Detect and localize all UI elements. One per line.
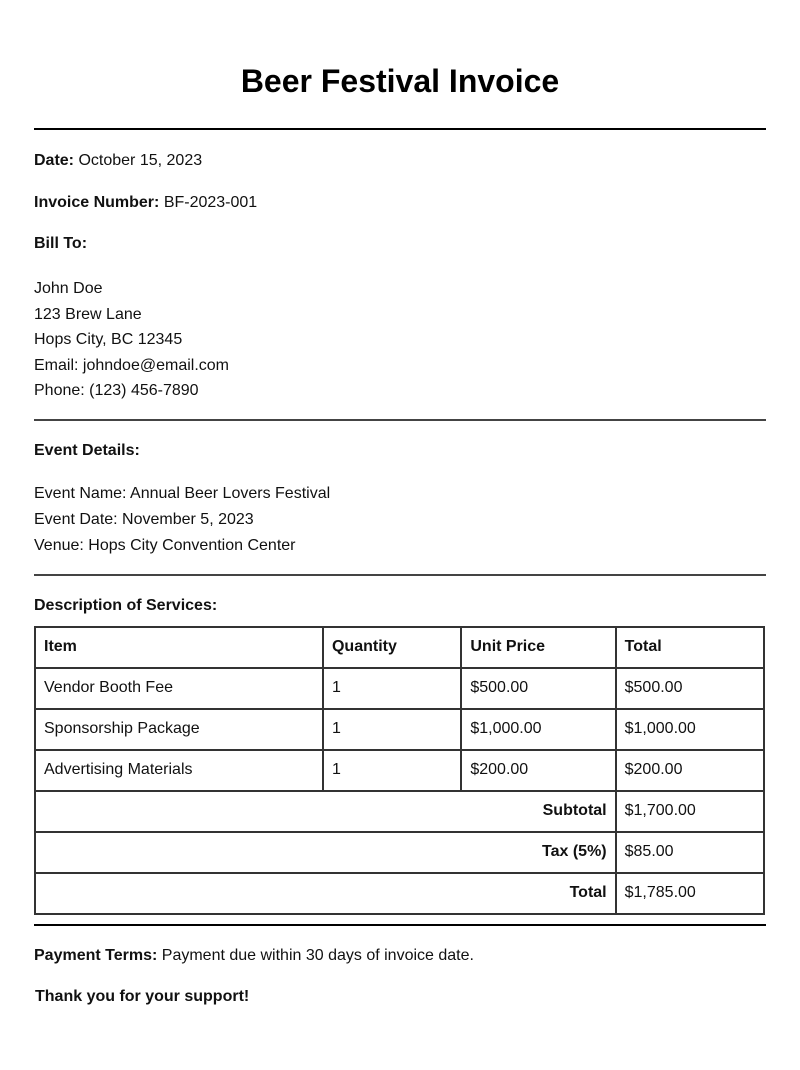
title-divider — [34, 128, 766, 130]
tax-value: $85.00 — [616, 832, 764, 873]
header-quantity: Quantity — [323, 627, 461, 668]
bill-to-label: Bill To: — [34, 235, 88, 252]
bill-to-name: John Doe — [34, 280, 103, 297]
row-total: $500.00 — [616, 668, 764, 709]
bill-to-heading — [34, 234, 766, 254]
services-label: Description of Services: — [34, 596, 218, 614]
row-item: Sponsorship Package — [35, 709, 323, 750]
date-value: October 15, 2023 — [78, 152, 203, 169]
invoice-number-label: Invoice Number: — [34, 194, 160, 211]
tax-row — [35, 832, 764, 873]
event-divider — [34, 574, 766, 576]
subtotal-row — [35, 791, 764, 832]
row-item: Advertising Materials — [35, 750, 323, 791]
table-row — [35, 709, 764, 750]
bill-to-phone: Phone: (123) 456-7890 — [34, 382, 199, 399]
row-quantity: 1 — [323, 668, 461, 709]
total-row — [35, 873, 764, 914]
table-row — [35, 750, 764, 791]
event-venue: Venue: Hops City Convention Center — [34, 536, 296, 554]
table-row — [35, 668, 764, 709]
payment-terms — [34, 946, 766, 966]
event-date: Event Date: November 5, 2023 — [34, 510, 254, 528]
row-total: $1,000.00 — [616, 709, 764, 750]
table-divider — [34, 924, 766, 926]
invoice-number-field — [34, 193, 766, 213]
event-name: Event Name: Annual Beer Lovers Festival — [34, 484, 331, 502]
event-details-heading — [34, 441, 766, 461]
date-field — [34, 151, 766, 171]
bill-to-email: Email: johndoe@email.com — [34, 356, 229, 374]
invoice-number-value: BF-2023-001 — [163, 194, 258, 211]
header-unit-price: Unit Price — [461, 627, 615, 668]
services-table — [34, 626, 765, 915]
bill-to-divider — [34, 419, 766, 421]
header-total: Total — [616, 627, 764, 668]
row-unit-price: $1,000.00 — [461, 709, 615, 750]
row-unit-price: $200.00 — [461, 750, 615, 791]
table-header-row — [35, 627, 764, 668]
total-label: Total — [35, 873, 616, 914]
event-details-label: Event Details: — [34, 441, 140, 459]
row-unit-price: $500.00 — [461, 668, 615, 709]
header-item: Item — [35, 627, 323, 668]
total-value: $1,785.00 — [616, 873, 764, 914]
tax-label: Tax (5%) — [35, 832, 616, 873]
bill-to-address — [34, 276, 766, 404]
subtotal-label: Subtotal — [35, 791, 616, 832]
row-total: $200.00 — [616, 750, 764, 791]
payment-terms-value: Payment due within 30 days of invoice date. — [161, 946, 474, 964]
services-heading — [34, 596, 766, 616]
thank-you-note: Thank you for your support! — [35, 987, 250, 1005]
bill-to-city: Hops City, BC 12345 — [34, 331, 183, 348]
row-quantity: 1 — [323, 750, 461, 791]
invoice-title: Beer Festival Invoice — [240, 63, 560, 99]
row-quantity: 1 — [323, 709, 461, 750]
subtotal-value: $1,700.00 — [616, 791, 764, 832]
event-details — [34, 481, 766, 559]
payment-terms-label: Payment Terms: — [34, 946, 158, 964]
bill-to-street: 123 Brew Lane — [34, 305, 142, 323]
row-item: Vendor Booth Fee — [35, 668, 323, 709]
date-label: Date: — [34, 152, 75, 169]
invoice-page — [34, 0, 766, 1007]
